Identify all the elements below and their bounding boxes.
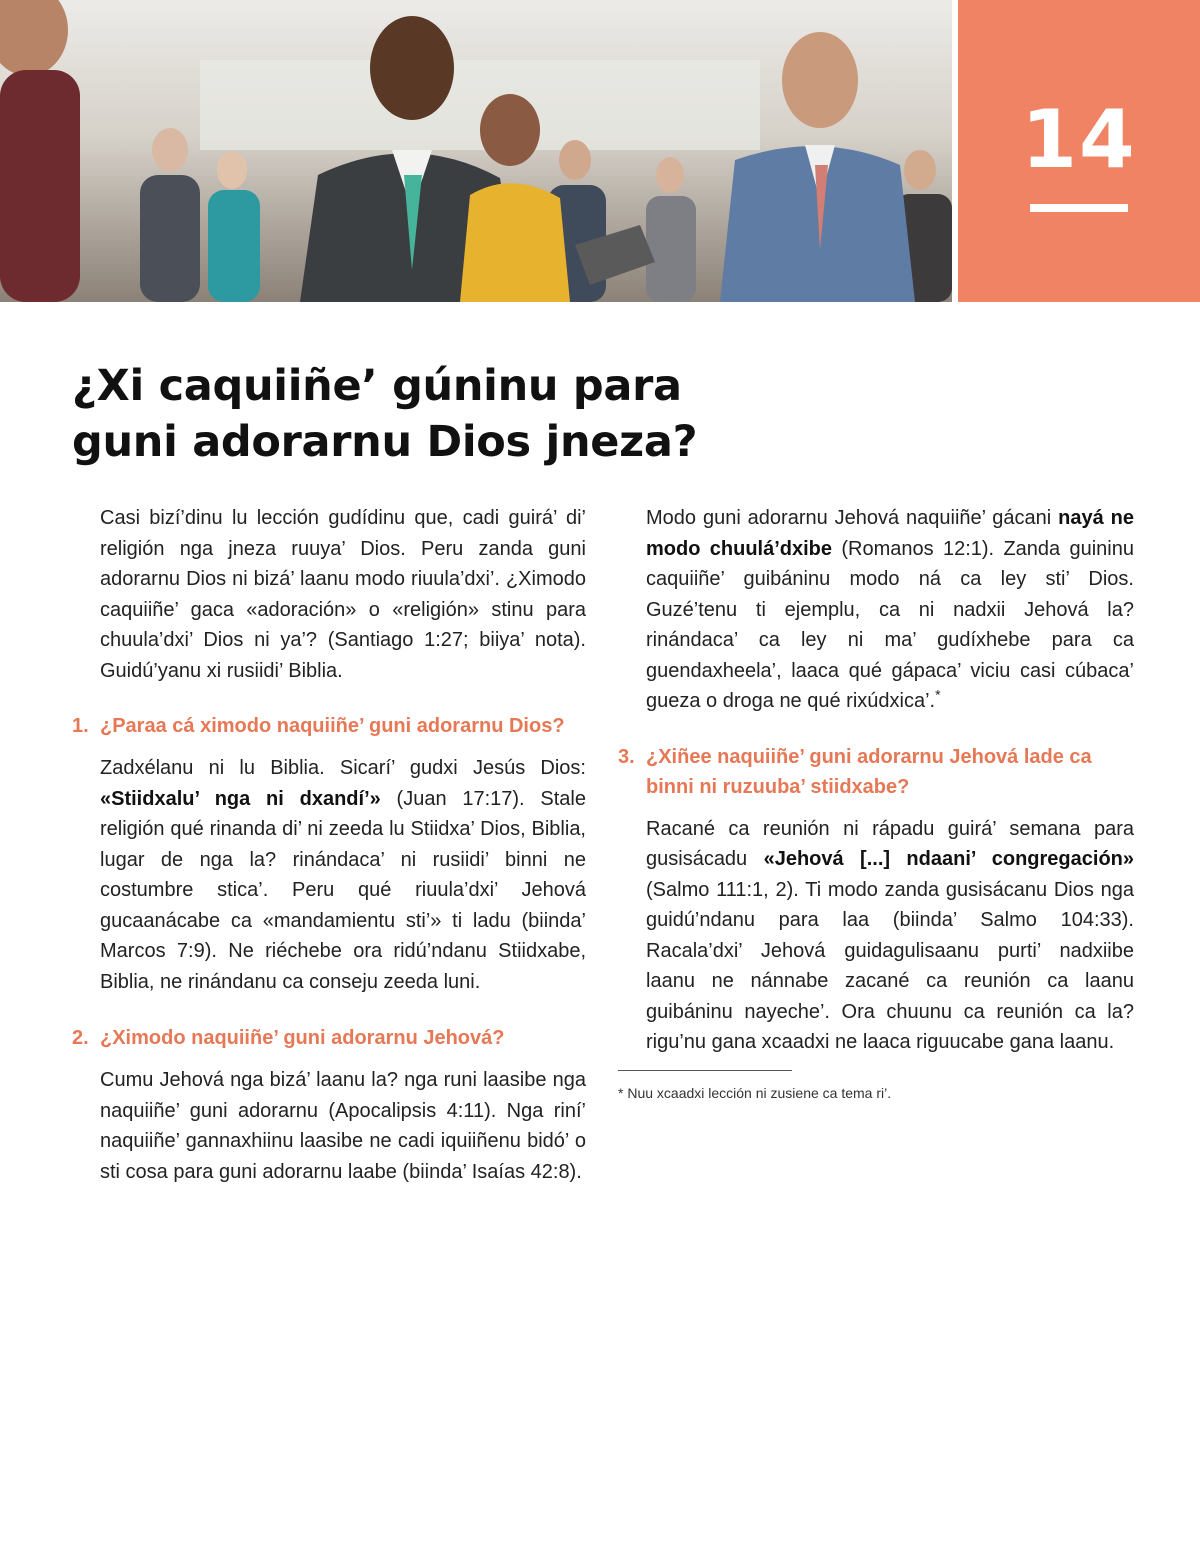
question-1-text: ¿Paraa cá ximodo naquiiñe’ guni adorarnu Dios? [100,715,565,737]
lesson-number: 14 [1021,93,1137,186]
question-1-number: 1. [72,715,89,737]
answer-3-emphasis: «Jehová [...] ndaani’ congregación» [763,848,1134,870]
header-photo [0,0,952,302]
congregation-singing-photo [0,0,952,302]
answer-2-text-b: Modo guni adorarnu Jehová naquiiñe’ gácani [646,507,1059,529]
lesson-underline [1030,204,1128,212]
right-column [618,503,1134,1103]
question-3-number: 3. [618,745,635,768]
answer-2-emphasis: nayá ne modo chuulá’dxibe [646,507,1134,560]
answer-3-paragraph [618,814,1134,1058]
footnote: * Nuu xcaadxi lección ni zusiene ca tema ri’. [618,1084,892,1101]
question-3-text: ¿Xiñee naquiiñe’ guni adorarnu Jehová lade ca binni ni ruzuuba’ stiidxabe? [646,745,1092,798]
answer-1-paragraph [72,753,586,997]
footnote-marker[interactable]: * [935,686,941,703]
left-column [72,503,586,1187]
title-line-1: ¿Xi caquiiñe’ gúninu para [72,361,682,411]
question-2-number: 2. [72,1027,89,1049]
question-2-heading [72,1023,586,1053]
answer-3-text-a: Racané ca reunión ni rápadu guirá’ semana para gusisácadu [646,817,1134,870]
answer-1-text-a: Zadxélanu ni lu Biblia. Sicarí’ gudxi Jesús Dios: [100,757,586,779]
answer-3-text-b: (Salmo 111:1, 2). Ti modo zanda gusisácanu Dios nga guidú’ndanu para laa (biinda’ Salmo 104:33). Racala’dxi’ Jehová guidagulisaanu purti’ nadxiibe laanu ne nánnabe zacané ca reunión ca laanu guibáninu nayeche’. Ora chuunu ca reunión ca la? rigu’nu gana xcaadxi ne laaca riguucabe gana laanu. [646,878,1134,1053]
question-3-heading [618,742,1134,802]
question-2-text: ¿Ximodo naquiiñe’ guni adorarnu Jehová? [100,1027,505,1049]
title-line-2: guni adorarnu Dios jneza? [72,417,698,467]
answer-1-text-b: (Juan 17:17). Stale religión qué rinanda di’ ni zeeda lu Stiidxa’ Dios, Biblia, lugar de nga la? rinándaca’ ni rusiidi’ binni ne costumbre stica’. Peru qué riuula’dxi’ Jehová gucaanácabe ca «mandamientu sti’» ti ladu (biinda’ Marcos 7:9). Ne riéchebe ora ridú’ndanu Stiidxabe, Biblia, ne rinándanu ca conseju zeeda luni. [100,787,586,993]
answer-2-text-c: (Romanos 12:1). Zanda guininu caquiiñe’ guibáninu modo ná ca ley sti’ Dios. Guzé’tenu ti ejemplu, ca ni nadxii Jehová la? rinándaca’ ca ley ni ma’ gudíxhebe para ca guendaxheela’, laaca qué gápaca’ viciu casi cúbaca’ gueza o droga ne qué rixúdxica’. [646,537,1134,712]
footnote-divider [618,1070,792,1071]
intro-paragraph: Casi bizí’dinu lu lección gudídinu que, cadi guirá’ di’ religión nga jneza ruuya’ Dios. Peru zanda guni adorarnu Dios ni bizá’ laanu modo riuula’dxi’. ¿Ximodo caquiiñe’ gaca «adoración» o «religión» stinu para chuula’dxi’ Dios ni ya’? (Santiago 1:27; biiya’ nota). Guidú’yanu xi rusiidi’ Biblia. [100,507,586,682]
lesson-badge [958,0,1200,302]
answer-2-paragraph-b [618,503,1134,717]
answer-1-emphasis: «Stiidxalu’ nga ni dxandí’» [100,787,381,810]
answer-2-paragraph-a: Cumu Jehová nga bizá’ laanu la? nga runi laasibe nga naquiiñe’ guni adorarnu (Apocalipsis 4:11). Nga riní’ naquiiñe’ gannaxhiinu laasibe ne cadi iquiiñenu bidó’ o sti cosa para guni adorarnu laabe (biinda’ Isaías 42:8). [100,1069,586,1183]
question-1-heading [72,711,586,741]
page-title [72,358,832,470]
